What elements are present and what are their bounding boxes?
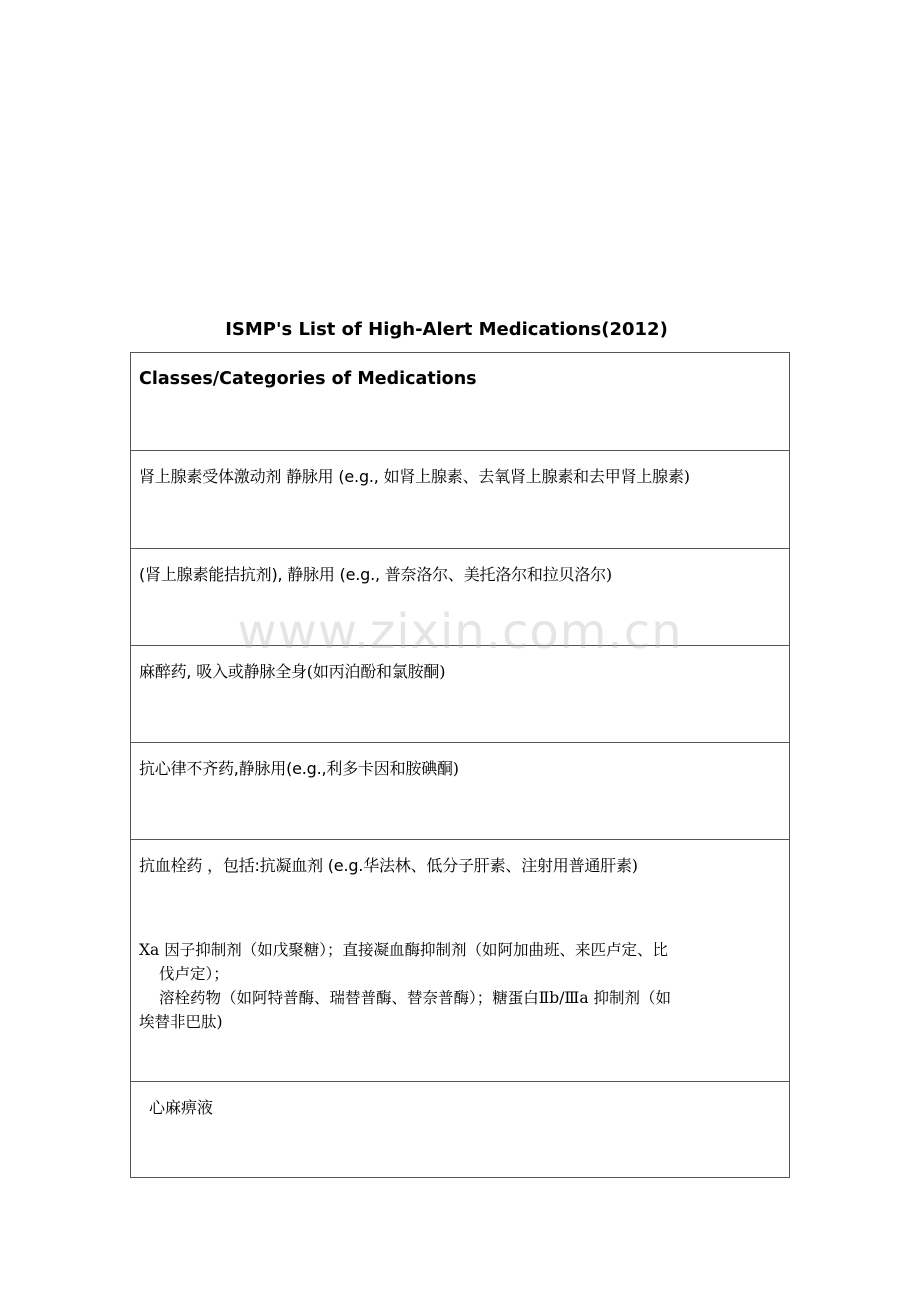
table-row — [131, 742, 789, 839]
row-examples: 如肾上腺素、去氧肾上腺素和去甲肾上腺素) — [383, 467, 690, 486]
table-row — [131, 645, 789, 742]
detail-line: Xa 因子抑制剂（如戊聚糖）；直接凝血酶抑制剂（如阿加曲班、来匹卢定、比 — [139, 941, 668, 959]
row-examples: 华法林、低分子肝素、注射用普通肝素) — [363, 856, 638, 875]
anticoagulant-details — [139, 938, 781, 1034]
row-category: (肾上腺素能拮抗剂), 静脉用 (e.g., — [139, 565, 385, 584]
row-category: 抗血栓药 ，包括:抗凝血剂 (e.g. — [139, 856, 364, 875]
table-header-row — [131, 353, 789, 450]
row-category: 抗心律不齐药,静脉用(e.g., — [139, 759, 327, 778]
watermark: www.zixin.com.cn — [237, 604, 683, 660]
table-header: Classes/Categories of Medications — [139, 369, 477, 389]
row-examples: 利多卡因和胺碘酮) — [326, 759, 459, 778]
table-row — [131, 450, 789, 548]
detail-line: 伐卢定）； — [159, 965, 229, 983]
row-category: 肾上腺素受体激动剂 静脉用 (e.g., — [139, 467, 384, 486]
row-examples: 普奈洛尔、美托洛尔和拉贝洛尔) — [384, 565, 612, 584]
document-title: ISMP's List of High-Alert Medications(2012) — [225, 319, 668, 340]
detail-line: 溶栓药物（如阿特普酶、瑞替普酶、替奈普酶）；糖蛋白Ⅱb/Ⅲa 抑制剂（如 — [159, 989, 672, 1007]
row-category: 麻醉药, — [139, 662, 197, 681]
table-row — [131, 1081, 789, 1177]
row-category: 心麻痹液 — [149, 1098, 214, 1117]
medications-table — [130, 352, 790, 1178]
table-row — [131, 839, 789, 1081]
row-examples: 吸入或静脉全身(如丙泊酚和氯胺酮) — [196, 662, 446, 681]
table-row — [131, 548, 789, 645]
detail-line: 埃替非巴肽) — [139, 1013, 223, 1031]
